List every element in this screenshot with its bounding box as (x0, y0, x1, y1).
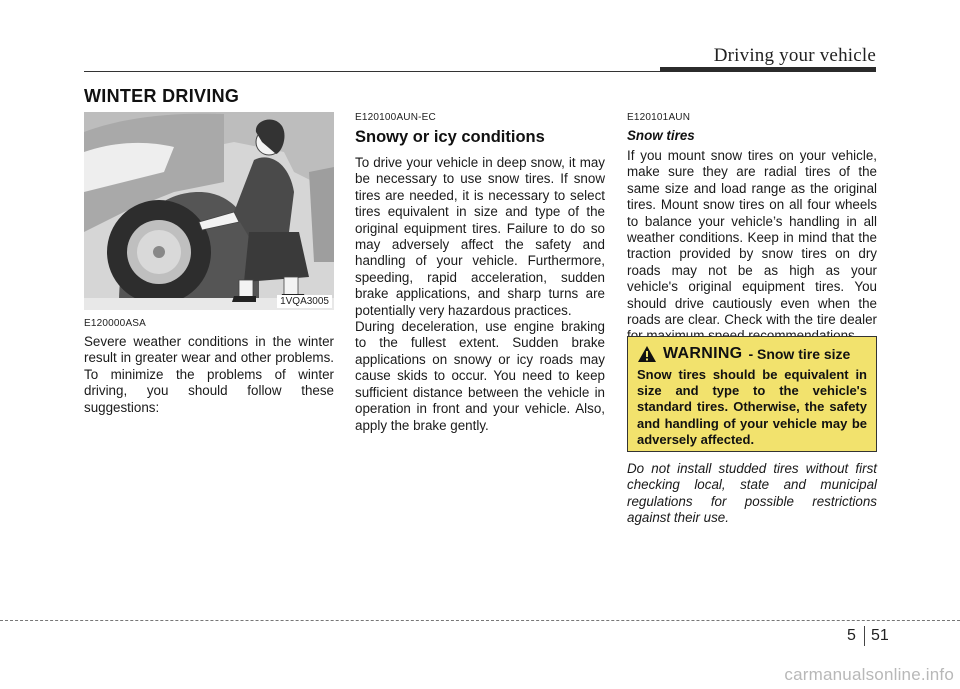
car-tire-image (84, 112, 334, 310)
studded-tires-note (627, 461, 877, 527)
footer-divider (864, 626, 865, 646)
warning-box (627, 336, 877, 452)
snow-tires-heading: Snow tires (627, 128, 695, 143)
warning-text: Snow tires should be equivalent in size and type to the vehicle's standard tires. Otherwise, the safety and handling of your vehicle may be adversely affected. (637, 367, 867, 447)
section-title: WINTER DRIVING (84, 86, 240, 106)
warning-label: WARNING (663, 345, 743, 362)
header-rule (84, 71, 660, 72)
footer-page-number: 51 (871, 627, 889, 644)
snow-tire-illustration (84, 112, 334, 310)
column-2 (355, 112, 605, 434)
column-3 (627, 112, 877, 345)
header-rule-accent (660, 67, 876, 72)
intro-paragraph: Severe weather conditions in the winter result in greater wear and other problems. To minimize the problems of winter driving, you should follow these suggestions: (84, 334, 334, 415)
header-title: Driving your vehicle (713, 45, 876, 66)
warning-triangle-icon (637, 345, 657, 363)
figure-code: 1VQA3005 (277, 295, 332, 308)
footer-section-number: 5 (847, 627, 856, 644)
watermark: carmanualsonline.info (784, 665, 954, 684)
footer-rule (0, 620, 960, 621)
snowy-icy-paragraph-1: To drive your vehicle in deep snow, it may be necessary to use snow tires. If snow tires are needed, it is necessary to select tires equivalent in size and type of the original equipment tires. Failure to do so may adversely affect the safety and handling of your vehicle. Furthermore, speeding, rapid acceleration, sudden brake applications, and sharp turns are potentially very hazardous practices. (355, 155, 605, 318)
snowy-icy-heading: Snowy or icy conditions (355, 128, 545, 146)
warning-header (637, 345, 867, 363)
note-text: Do not install studded tires without first checking local, state and municipal regulations for possible restrictions against their use. (627, 461, 877, 526)
section-code: E120101AUN (627, 112, 691, 123)
column-1 (84, 112, 334, 416)
snow-tires-paragraph: If you mount snow tires on your vehicle, make sure they are radial tires of the same size and load range as the original tires. Mount snow tires on all four wheels to balance your vehicle’s handling in all weather conditions. Keep in mind that the traction provided by snow tires on dry roads may not be as high as your vehicle's original equipment tires. You should drive cautiously even when the roads are clear. Check with the tire dealer (627, 148, 877, 328)
section-code: E120000ASA (84, 318, 147, 329)
section-code: E120100AUN-EC (355, 112, 436, 123)
warning-subtitle: - Snow tire size (748, 346, 851, 362)
snowy-icy-paragraph-2: During deceleration, use engine braking to the fullest extent. Sudden brake applications on snowy or icy roads may cause skids to occur. You need to keep sufficient distance between the vehicle in operation in front and your vehicle. Also, apply the brake gently. (355, 319, 605, 433)
